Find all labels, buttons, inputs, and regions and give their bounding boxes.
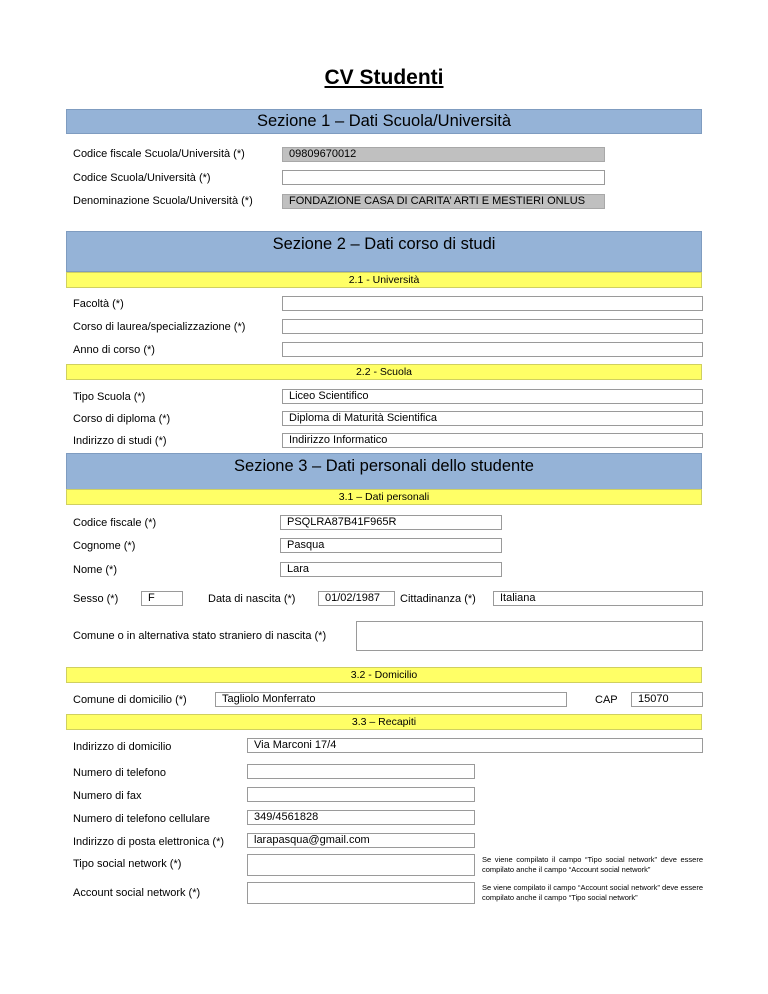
section-1-header: Sezione 1 – Dati Scuola/Università [66,109,702,134]
social-account-label: Account social network (*) [73,887,201,899]
cittadinanza-label: Cittadinanza (*) [400,593,476,605]
indirizzo-domicilio-field[interactable]: Via Marconi 17/4 [247,738,703,753]
email-label: Indirizzo di posta elettronica (*) [73,836,225,848]
section-2-header: Sezione 2 – Dati corso di studi [66,231,702,272]
domicilio-subheader: 3.2 - Domicilio [66,667,702,683]
cellulare-label: Numero di telefono cellulare [73,813,210,825]
cap-label: CAP [595,694,618,706]
data-nascita-field[interactable]: 01/02/1987 [318,591,395,606]
tipo-scuola-label: Tipo Scuola (*) [73,391,146,403]
anno-corso-field[interactable] [282,342,703,357]
recapiti-subheader: 3.3 – Recapiti [66,714,702,730]
codice-fiscale-label: Codice fiscale (*) [73,517,157,529]
anno-corso-label: Anno di corso (*) [73,344,155,356]
social-tipo-label: Tipo social network (*) [73,858,182,870]
cognome-label: Cognome (*) [73,540,136,552]
indirizzo-studi-field[interactable]: Indirizzo Informatico [282,433,703,448]
corso-laurea-field[interactable] [282,319,703,334]
comune-nascita-field[interactable] [356,621,703,651]
denominazione-scuola-field[interactable]: FONDAZIONE CASA DI CARITA’ ARTI E MESTIERI ONLUS [282,194,605,209]
social-account-note: Se viene compilato il campo “Account social network” deve essere compilato anche il campo “Tipo social network” [482,883,703,902]
codice-fiscale-scuola-field[interactable]: 09809670012 [282,147,605,162]
data-nascita-label: Data di nascita (*) [208,593,296,605]
indirizzo-studi-label: Indirizzo di studi (*) [73,435,167,447]
social-account-field[interactable] [247,882,475,904]
section-3-header: Sezione 3 – Dati personali dello studente [66,453,702,490]
corso-diploma-field[interactable]: Diploma di Maturità Scientifica [282,411,703,426]
fax-field[interactable] [247,787,475,802]
indirizzo-domicilio-label: Indirizzo di domicilio [73,741,172,753]
telefono-label: Numero di telefono [73,767,166,779]
dati-personali-subheader: 3.1 – Dati personali [66,489,702,505]
cittadinanza-field[interactable]: Italiana [493,591,703,606]
comune-nascita-label: Comune o in alternativa stato straniero di nascita (*) [73,630,327,642]
nome-label: Nome (*) [73,564,118,576]
cellulare-field[interactable]: 349/4561828 [247,810,475,825]
sesso-field[interactable]: F [141,591,183,606]
page-title: CV Studenti [324,66,444,89]
fax-label: Numero di fax [73,790,142,802]
codice-scuola-field[interactable] [282,170,605,185]
facolta-label: Facoltà (*) [73,298,124,310]
corso-laurea-label: Corso di laurea/specializzazione (*) [73,321,246,333]
telefono-field[interactable] [247,764,475,779]
universita-subheader: 2.1 - Università [66,272,702,288]
scuola-subheader: 2.2 - Scuola [66,364,702,380]
comune-domicilio-field[interactable]: Tagliolo Monferrato [215,692,567,707]
social-tipo-note: Se viene compilato il campo “Tipo social network” deve essere compilato anche il campo “Account social network” [482,855,703,874]
denominazione-scuola-label: Denominazione Scuola/Università (*) [73,195,253,207]
corso-diploma-label: Corso di diploma (*) [73,413,171,425]
cap-field[interactable]: 15070 [631,692,703,707]
comune-domicilio-label: Comune di domicilio (*) [73,694,187,706]
email-field[interactable]: larapasqua@gmail.com [247,833,475,848]
facolta-field[interactable] [282,296,703,311]
codice-fiscale-field[interactable]: PSQLRA87B41F965R [280,515,502,530]
tipo-scuola-field[interactable]: Liceo Scientifico [282,389,703,404]
codice-scuola-label: Codice Scuola/Università (*) [73,172,211,184]
social-tipo-field[interactable] [247,854,475,876]
sesso-label: Sesso (*) [73,593,119,605]
nome-field[interactable]: Lara [280,562,502,577]
codice-fiscale-scuola-label: Codice fiscale Scuola/Università (*) [73,148,245,160]
cognome-field[interactable]: Pasqua [280,538,502,553]
